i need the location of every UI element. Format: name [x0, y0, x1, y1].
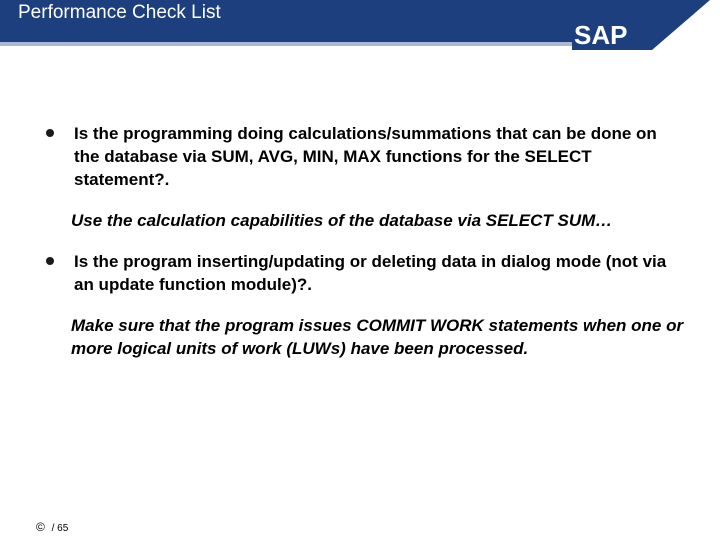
bullet-icon: [46, 129, 54, 137]
sap-logo-icon: [560, 0, 720, 50]
logo-text: SAP: [574, 20, 628, 50]
checklist-answer-2: Make sure that the program issues COMMIT WORK statements when one or more logical units of work (LUWs) have been processed.: [71, 316, 684, 358]
header-bar: [0, 0, 720, 50]
title-banner: [0, 0, 590, 46]
copyright-icon: ©: [36, 520, 45, 534]
checklist-question-1: [44, 122, 684, 191]
checklist-question-2: [44, 250, 684, 296]
footer: [36, 520, 68, 534]
page-number: / 65: [51, 523, 69, 534]
checklist-content: [44, 122, 684, 378]
question-text: Is the program inserting/updating or deleting data in dialog mode (not via an update function module)?.: [74, 252, 667, 294]
question-text: Is the programming doing calculations/summations that can be done on the database via SUM, AVG, MIN, MAX functions for the SELECT statement?.: [74, 124, 657, 189]
page-title: Performance Check List: [18, 2, 221, 23]
checklist-answer-1: Use the calculation capabilities of the database via SELECT SUM…: [71, 211, 613, 230]
bullet-icon: [46, 257, 54, 265]
